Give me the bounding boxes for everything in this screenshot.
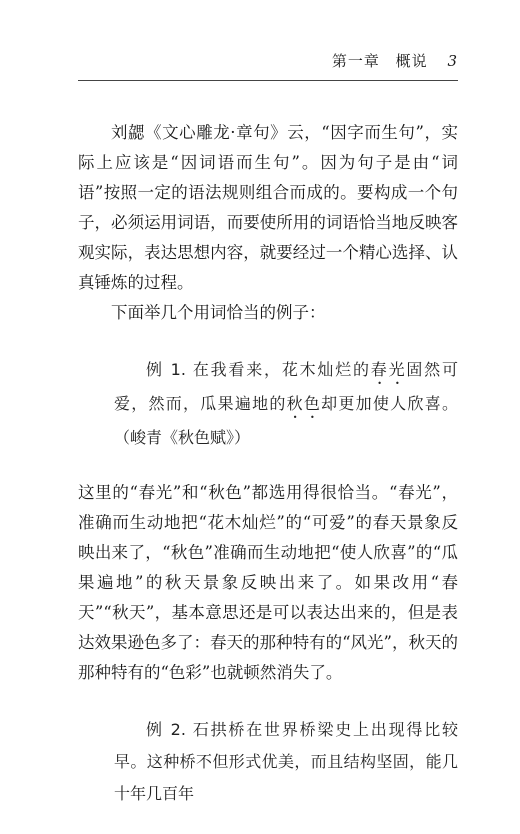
- example-2: [114, 714, 458, 810]
- example-1-emphasis-autumn: 秋色: [286, 394, 322, 413]
- example-2-text: 石拱桥在世界桥梁史上出现得比较早。这种桥不但形式优美，而且结构坚固，能几十年几百年: [114, 720, 458, 803]
- chapter-number: 第一章: [331, 52, 380, 70]
- paragraph-1: 刘勰《文心雕龙·章句》云，“因字而生句”，实际上应该是“因词语而生句”。因为句子是由“词语”按照一定的语法规则组合而成的。要构成一个句子，必须运用词语，而要使所用的词语恰当地反映客观实际，表达思想内容，就要经过一个精心选择、认真锤炼的过程。: [78, 123, 458, 292]
- example-1-text-a: 在我看来，花木灿烂的: [192, 360, 371, 379]
- example-1-text-b: 固然可爱，然而，瓜果遍地的: [114, 360, 458, 413]
- example-1-label: 例 1.: [146, 360, 186, 379]
- page-body: [78, 118, 458, 834]
- header-rule: [78, 80, 458, 81]
- chapter-title: 概说: [395, 52, 428, 70]
- paragraph-3: 这里的“春光”和“秋色”都选用得很恰当。“春光”，准确而生动地把“花木灿烂”的“可爱”的春天景象反映出来了，“秋色”准确而生动地把“使人欣喜”的“瓜果遍地”的秋天景象反映出来了。如果改用“春天”“秋天”，基本意思还是可以表达出来的，但是表达效果逊色多了：春天的那种特有的“风光”，秋天的那种特有的“色彩”也就顿然消失了。: [78, 483, 458, 682]
- example-1: [114, 354, 458, 454]
- example-1-text-c: 却更加使人欣喜。（峻青《秋色赋》）: [114, 394, 458, 447]
- example-2-label: 例 2.: [146, 720, 186, 739]
- page-number: 3: [447, 52, 458, 70]
- example-1-emphasis-spring: 春光: [370, 360, 407, 379]
- paragraph-2: 下面举几个用词恰当的例子：: [111, 303, 326, 322]
- running-header: [332, 50, 458, 71]
